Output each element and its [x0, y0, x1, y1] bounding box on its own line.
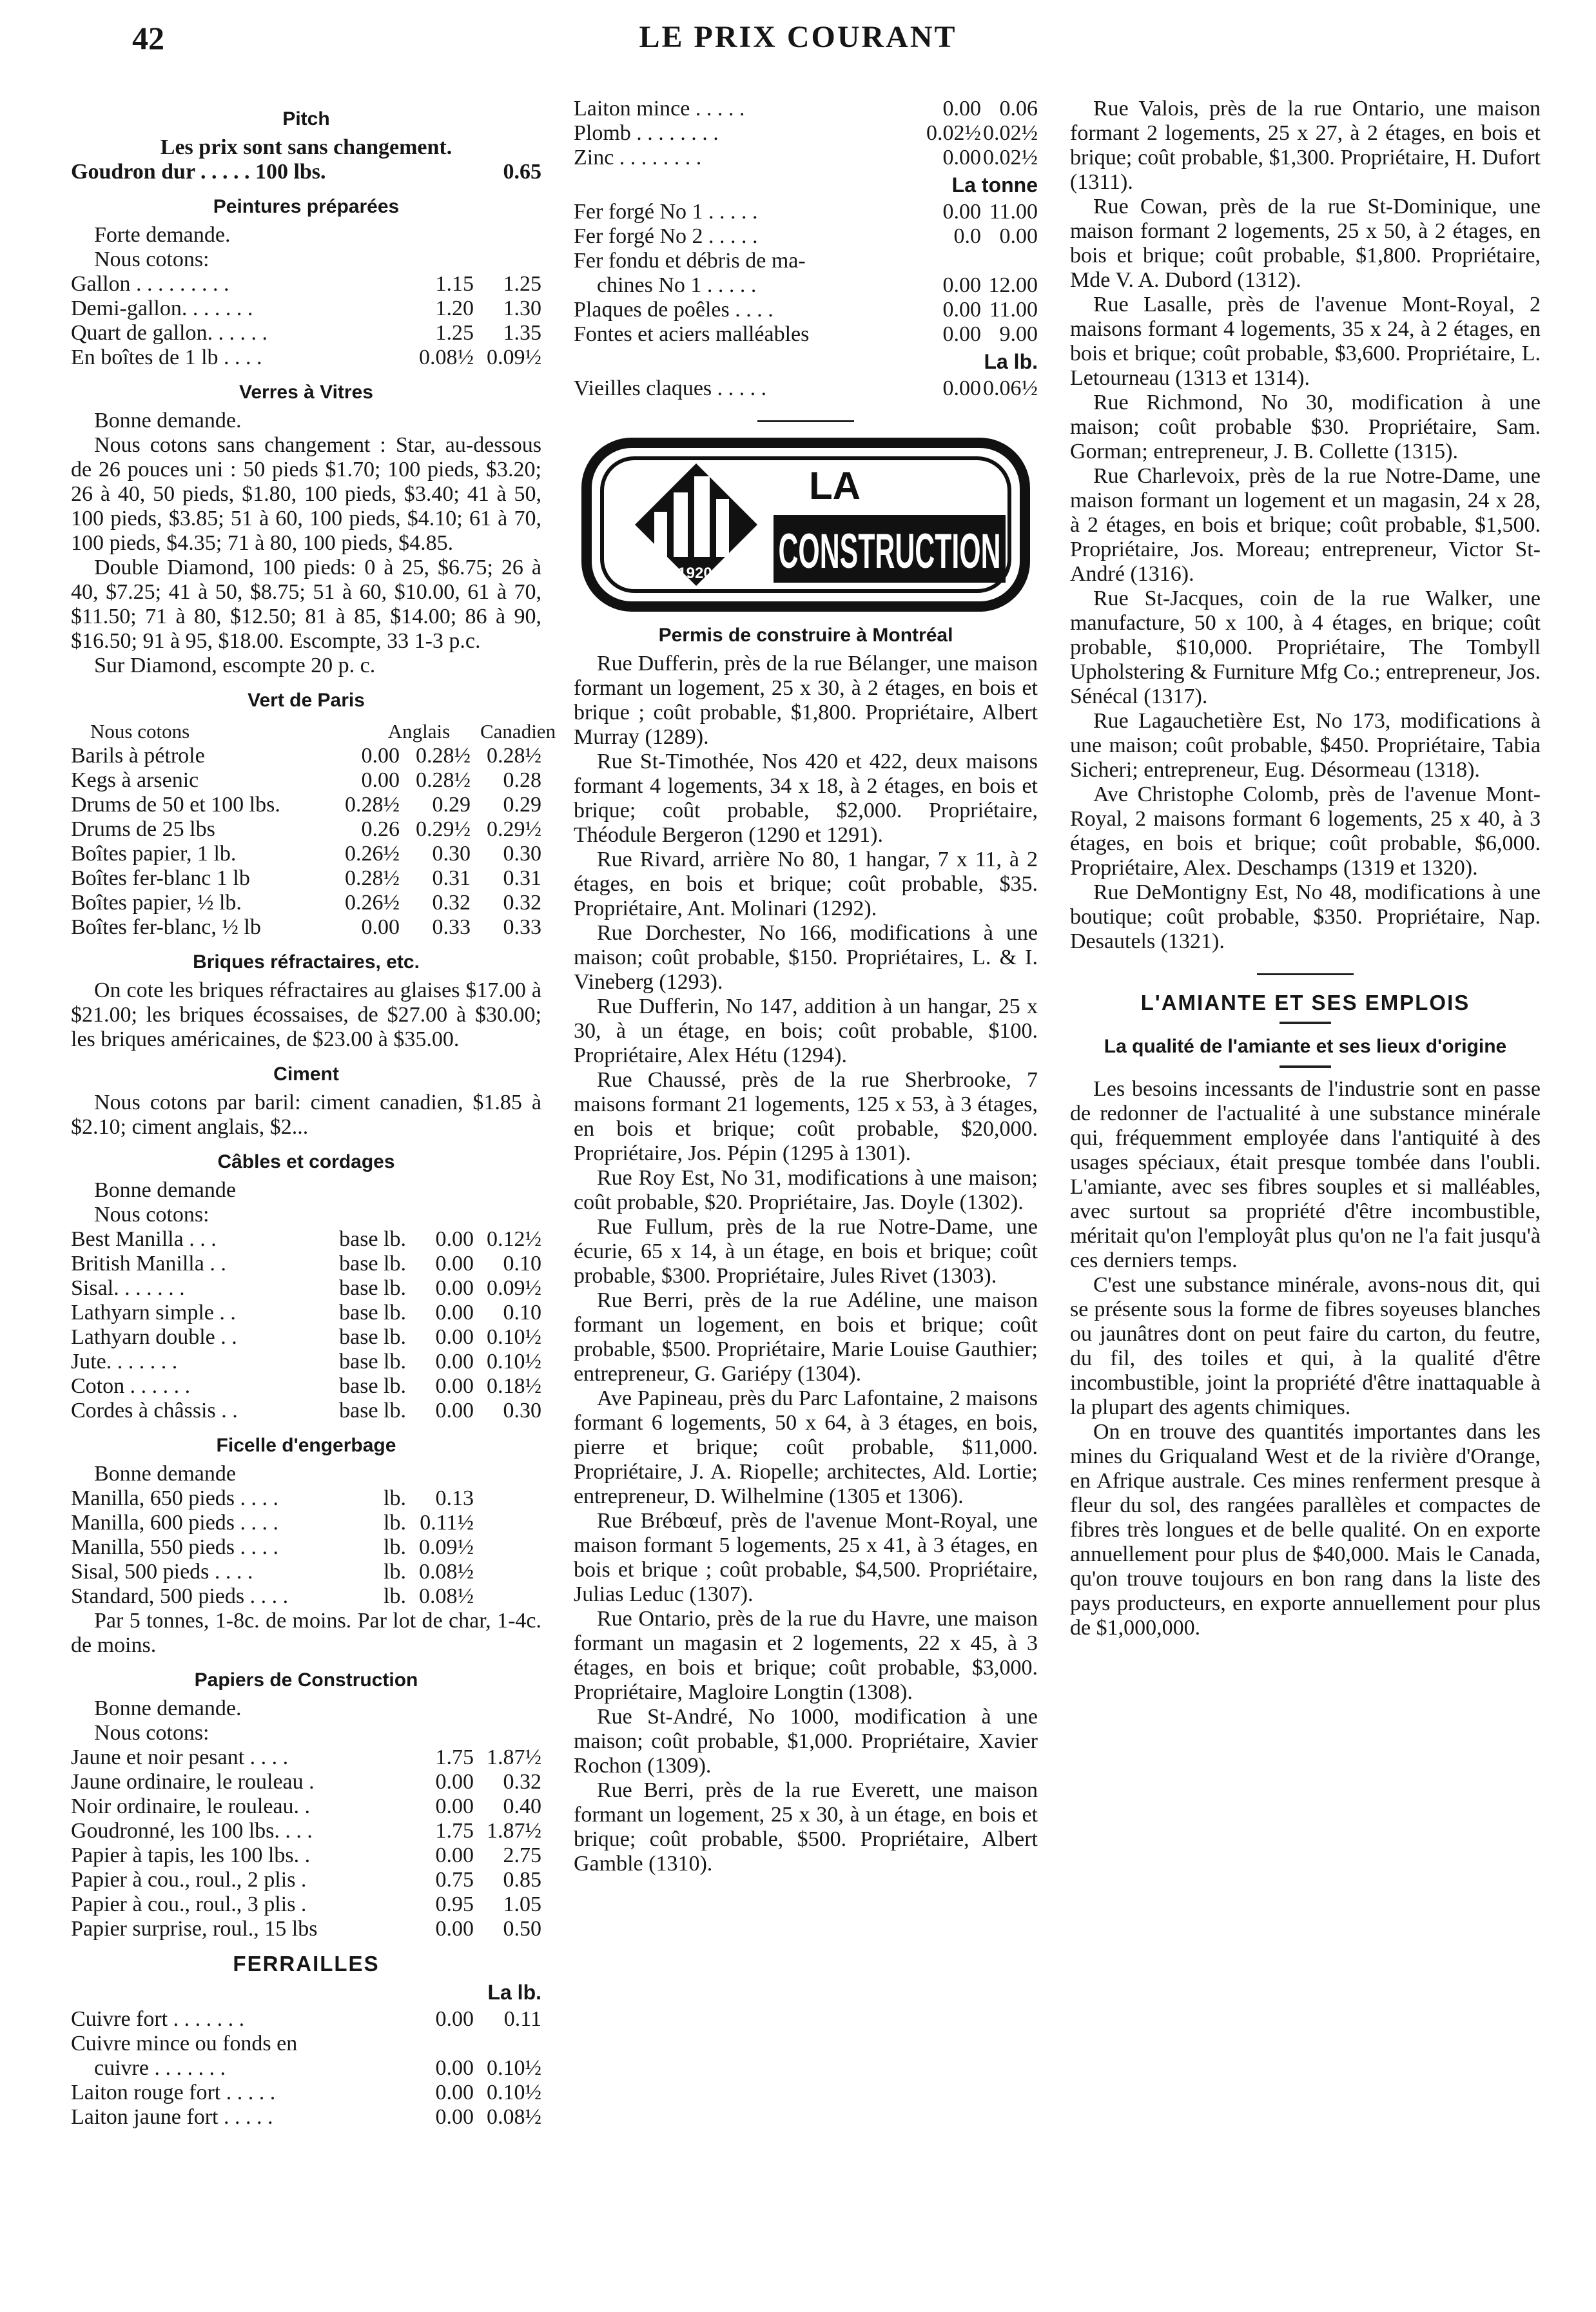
table-row: cuivre . . . . . . . 0.00 0.10½ — [94, 2056, 541, 2080]
article-paragraph: Les besoins incessants de l'industrie sont en passe de redonner de l'actualité à une substance minérale qui, fréquemment employée dans l'antiquité à des usages spéciaux, était presque tombée dans l'oubli. L'amiante, avec ses fibres souples et si malléables, avec surtout sa propriété d'être incombustible, méritait qu'on l'employât plus qu'on ne l'a fait jusqu'à ces derniers temps. — [1070, 1077, 1541, 1272]
running-title: LE PRIX COURANT — [639, 20, 957, 54]
heading-ciment: Ciment — [273, 1064, 339, 1085]
permit-entry: Rue Dufferin, No 147, addition à un hangar, 25 x 30, à un étage, en bois; coût probable, $100. Propriétaire, Alex Hétu (1294). — [574, 995, 1038, 1067]
table-row: Fontes et aciers malléables 0.00 9.00 — [574, 322, 1038, 346]
pitch-note: Les prix sont sans changement. — [160, 135, 453, 159]
table-row: Sisal, 500 pieds . . . . lb. 0.08½ — [71, 1560, 474, 1584]
permit-entry: Rue Roy Est, No 31, modifications à une maison; coût probable, $20. Propriétaire, Jas. Doyle (1302). — [574, 1166, 1038, 1214]
ficelle-note: Par 5 tonnes, 1-8c. de moins. Par lot de char, 1-4c. de moins. — [71, 1609, 541, 1657]
permit-entry: Rue Chaussé, près de la rue Sherbrooke, 7 maisons formant 21 logements, 125 x 53, à 3 étages, en bois et brique; coût probable, $20,000. Propriétaire, Jos. Pépin (1295 à 1301). — [574, 1068, 1038, 1165]
table-row: Fer forgé No 1 . . . . . 0.00 11.00 — [574, 200, 1038, 224]
divider — [1280, 1022, 1331, 1024]
table-row: Laiton rouge fort . . . . . 0.00 0.10½ — [71, 2081, 541, 2104]
ciment-paragraph: Nous cotons par baril: ciment canadien, $1.85 à $2.10; ciment anglais, $2... — [71, 1091, 541, 1139]
table-row: Kegs à arsenic 0.00 0.28½ 0.28 — [71, 768, 541, 792]
permit-entry: Rue St-Jacques, coin de la rue Walker, une manufacture, 50 x 100, à 4 étages, en brique; coût probable, $10,000. Propriétaire, The Tombyll Upholstering & Furniture Mfg Co.; entrepreneur, Jos. Sénécal (1317). — [1070, 587, 1541, 708]
permit-entry: Rue Charlevoix, près de la rue Notre-Dame, une maison formant un logement et un magasin, 24 x 28, à 2 étages, en bois et brique; coût probable, $1,500. Propriétaire, Jos. Moreau; entrepreneur, Victor St-André (1316). — [1070, 464, 1541, 586]
cotons-note: Nous cotons: — [94, 1203, 209, 1227]
unit-label: La lb. — [984, 350, 1038, 373]
column-1 — [71, 97, 556, 2130]
article-paragraph: C'est une substance minérale, avons-nous dit, qui se présente sous la forme de fibres soyeuses blanches ou jaunâtres dont on peut faire du carton, du feutre, du fil, des toiles et qui, à la qualité d'être incombustible, joint la propriété d'être inattaquable à la plupart des agents chimiques. — [1070, 1273, 1541, 1419]
heading-vert-paris: Vert de Paris — [248, 690, 365, 711]
table-row: Best Manilla . . . base lb. 0.00 0.12½ — [71, 1227, 541, 1251]
permit-entry: Rue Richmond, No 30, modification à une maison; coût probable $30. Propriétaire, Sam. Gorman; entrepreneur, J. B. Collette (1315). — [1070, 391, 1541, 463]
heading-papiers: Papiers de Construction — [194, 1669, 418, 1691]
permit-entry: Rue Dufferin, près de la rue Bélanger, une maison formant un logement, 25 x 30, à 2 étages, en bois et brique ; coût probable, $1,800. Propriétaire, Albert Murray (1289). — [574, 652, 1038, 749]
column-2 — [574, 97, 1038, 1876]
la-construction-logo — [580, 438, 1031, 612]
table-row: Noir ordinaire, le rouleau. . 0.00 0.40 — [71, 1794, 541, 1818]
heading-permis: Permis de construire à Montréal — [658, 625, 953, 646]
permit-entry: Rue Dorchester, No 166, modifications à une maison; coût probable, $150. Propriétaires, L. & I. Vineberg (1293). — [574, 921, 1038, 994]
cotons-note: Nous cotons: — [94, 248, 209, 271]
divider — [757, 420, 854, 422]
table-header: Nous cotons Anglais Canadien — [90, 720, 556, 743]
table-row: Cuivre mince ou fonds en — [71, 2032, 298, 2055]
table-row: Plomb . . . . . . . . 0.02½ 0.02½ — [574, 121, 1038, 145]
price-row: Goudron dur . . . . . 100 lbs. 0.65 — [71, 160, 541, 184]
demand-note: Bonne demande — [94, 1462, 236, 1486]
logo-text-construction: CONSTRUCTION — [778, 524, 1001, 579]
table-row: Papier à cou., roul., 3 plis . 0.95 1.05 — [71, 1892, 541, 1916]
briques-paragraph: On cote les briques réfractaires au glaises $17.00 à $21.00; les briques écossaises, de $27.00 à $30.00; les briques américaines, de $23.00 à $35.00. — [71, 978, 541, 1051]
cotons-note: Nous cotons: — [94, 1721, 209, 1745]
permit-entry: Rue Cowan, près de la rue St-Dominique, une maison formant 2 logements, 25 x 50, à 2 étages, en bois et brique; coût probable, $1,800. Propriétaire, Mde V. A. Dubord (1312). — [1070, 195, 1541, 292]
verres-paragraph: Double Diamond, 100 pieds: 0 à 25, $6.75; 26 à 40, $7.25; 41 à 50, $8.75; 51 à 60, $10.00, 61 à 70, $11.50; 71 à 80, $12.50; 81 à 85, $14.00; 86 à 90, $16.50; 91 à 95, $18.00. Escompte, 33 1-3 p.c. — [71, 556, 541, 653]
column-3 — [1070, 97, 1541, 1640]
page-number: 42 — [132, 20, 164, 56]
unit-label: La lb. — [487, 1981, 541, 2004]
unit-label: La tonne — [951, 173, 1038, 197]
permit-entry: Rue Rivard, arrière No 80, 1 hangar, 7 x 11, à 2 étages, en bois et brique; coût probable, $35. Propriétaire, Ant. Molinari (1292). — [574, 848, 1038, 920]
table-row: Boîtes papier, ½ lb. 0.26½ 0.32 0.32 — [71, 891, 541, 915]
permit-entry: Rue Brébœuf, près de l'avenue Mont-Royal, une maison formant 5 logements, 25 x 41, à 3 étages, en bois et brique ; coût probable, $4,500. Propriétaire, Julias Leduc (1307). — [574, 1509, 1038, 1606]
verres-paragraph: Sur Diamond, escompte 20 p. c. — [94, 654, 376, 677]
heading-briques: Briques réfractaires, etc. — [193, 951, 420, 973]
permit-entry: Rue Berri, près de la rue Adéline, une maison formant un logement, en bois et brique; coût probable, $500. Propriétaire, Marie Louise Gauthier; entrepreneur, G. Gariépy (1304). — [574, 1288, 1038, 1386]
article-paragraph: On en trouve des quantités importantes dans les mines du Griqualand West et de la rivière d'Orange, en Afrique australe. Ces mines renferment presque à fleur du sol, des rangées parallèles et compactes de fibres très longues et de belle qualité. On en exporte annuellement pour plus de $40,000. Mais le Canada, qu'on trouve toujours en bon rang dans la liste des pays producteurs, en exporte annuellement pour plus de $1,000,000. — [1070, 1420, 1541, 1640]
table-row: Boîtes papier, 1 lb. 0.26½ 0.30 0.30 — [71, 842, 541, 866]
heading-verres: Verres à Vitres — [239, 382, 373, 403]
price-row: Quart de gallon. . . . . . 1.25 1.35 — [71, 321, 541, 345]
permit-entry: Rue DeMontigny Est, No 48, modifications à une boutique; coût probable, $350. Propriétaire, Nap. Desautels (1321). — [1070, 880, 1541, 953]
demand-note: Bonne demande. — [94, 409, 242, 432]
permit-entry: Ave Papineau, près du Parc Lafontaine, 2 maisons formant 6 logements, 50 x 64, à 3 étages, en bois, pierre et brique; coût probable, $11,000. Propriétaire, J. A. Riopelle; architectes, Ald. Lortie; entrepreneur, D. Wilhelmine (1305 et 1306). — [574, 1386, 1038, 1508]
demand-note: Bonne demande — [94, 1178, 236, 1202]
heading-amiante: L'AMIANTE ET SES EMPLOIS — [1140, 991, 1470, 1015]
table-row: Plaques de poêles . . . . 0.00 11.00 — [574, 298, 1038, 322]
permit-entry: Ave Christophe Colomb, près de l'avenue Mont-Royal, 2 maisons formant 6 logements, 25 x 40, à 3 étages, en bois et brique; coût probable, $6,000. Propriétaire, Alex. Deschamps (1319 et 1320). — [1070, 782, 1541, 880]
price-row: Demi-gallon. . . . . . . 1.20 1.30 — [71, 296, 541, 320]
price-row: Gallon . . . . . . . . . 1.15 1.25 — [71, 272, 541, 296]
table-row: Zinc . . . . . . . . 0.00 0.02½ — [574, 146, 1038, 170]
table-row: Standard, 500 pieds . . . . lb. 0.08½ — [71, 1584, 474, 1608]
table-row: Boîtes fer-blanc 1 lb 0.28½ 0.31 0.31 — [71, 866, 541, 890]
table-row: Drums de 25 lbs 0.26 0.29½ 0.29½ — [71, 817, 541, 841]
table-row: Laiton mince . . . . . 0.00 0.06 — [574, 97, 1038, 121]
table-row: Manilla, 600 pieds . . . . lb. 0.11½ — [71, 1511, 474, 1535]
heading-cables: Câbles et cordages — [217, 1151, 395, 1172]
table-row: chines No 1 . . . . . 0.00 12.00 — [597, 273, 1038, 297]
table-row: British Manilla . . base lb. 0.00 0.10 — [71, 1252, 541, 1276]
permit-entry: Rue St-André, No 1000, modification à une maison; coût probable, $1,000. Propriétaire, Xavier Rochon (1309). — [574, 1705, 1038, 1778]
permit-entry: Rue Valois, près de la rue Ontario, une maison formant 2 logements, 25 x 27, à 2 étages, en bois et brique; coût probable, $1,300. Propriétaire, H. Dufort (1311). — [1070, 97, 1541, 194]
permit-entry: Rue Lasalle, près de l'avenue Mont-Royal, 2 maisons formant 4 logements, 35 x 24, à 2 étages, en bois et brique; coût probable, $3,600. Propriétaire, L. Letourneau (1313 et 1314). — [1070, 293, 1541, 390]
table-row: Barils à pétrole 0.00 0.28½ 0.28½ — [71, 744, 541, 768]
page-header — [0, 19, 1596, 71]
table-row: Vieilles claques . . . . . 0.00 0.06½ — [574, 376, 1038, 400]
table-row: Cuivre fort . . . . . . . 0.00 0.11 — [71, 2007, 541, 2031]
heading-ficelle: Ficelle d'engerbage — [216, 1435, 396, 1456]
verres-paragraph: Nous cotons sans changement : Star, au-dessous de 26 pouces uni : 50 pieds $1.70; 100 pieds, $3.20; 26 à 40, 50 pieds, $1.80, 100 pieds, $3.40; 41 à 50, 100 pieds, $3.85; 51 à 60, 100 pieds, $4.10; 61 à 70, 100 pieds, $4.35; 71 à 80, 100 pieds, $4.85. — [71, 433, 541, 555]
table-row: Boîtes fer-blanc, ½ lb 0.00 0.33 0.33 — [71, 915, 541, 939]
table-row: Fer forgé No 2 . . . . . 0.0 0.00 — [574, 224, 1038, 248]
divider — [1257, 973, 1354, 975]
table-row: Drums de 50 et 100 lbs. 0.28½ 0.29 0.29 — [71, 793, 541, 817]
permit-entry: Rue Lagauchetière Est, No 173, modifications à une maison; coût probable, $450. Propriétaire, Tabia Sicheri; entrepreneur, Eug. Désormeau (1318). — [1070, 709, 1541, 782]
table-row: Coton . . . . . . base lb. 0.00 0.18½ — [71, 1374, 541, 1398]
heading-peintures: Peintures préparées — [213, 196, 400, 217]
heading-pitch: Pitch — [282, 108, 330, 130]
permit-entry: Rue St-Timothée, Nos 420 et 422, deux maisons formant 4 logements, 34 x 18, à 2 étages, en bois et brique; coût probable, $2,000. Propriétaire, Théodule Bergeron (1290 et 1291). — [574, 750, 1038, 847]
table-row: Lathyarn double . . base lb. 0.00 0.10½ — [71, 1325, 541, 1349]
demand-note: Bonne demande. — [94, 1696, 242, 1720]
table-row: Papier à cou., roul., 2 plis . 0.75 0.85 — [71, 1868, 541, 1892]
demand-note: Forte demande. — [94, 223, 231, 247]
logo-year: 1920 — [677, 565, 712, 582]
table-row: Jaune ordinaire, le rouleau . 0.00 0.32 — [71, 1770, 541, 1794]
table-row: Manilla, 550 pieds . . . . lb. 0.09½ — [71, 1535, 474, 1559]
table-row: Manilla, 650 pieds . . . . lb. 0.13 — [71, 1486, 474, 1510]
permit-entry: Rue Fullum, près de la rue Notre-Dame, une écurie, 65 x 14, à un étage, en bois et brique; coût probable, $300. Propriétaire, Jules Rivet (1303). — [574, 1215, 1038, 1288]
table-row: Fer fondu et débris de ma- — [574, 249, 806, 273]
divider — [1280, 1065, 1331, 1068]
table-row: Goudronné, les 100 lbs. . . . 1.75 1.87½ — [71, 1819, 541, 1843]
subheading-amiante: La qualité de l'amiante et ses lieux d'origine — [1104, 1036, 1507, 1057]
table-row: Cordes à châssis . . base lb. 0.00 0.30 — [71, 1399, 541, 1423]
table-row: Papier à tapis, les 100 lbs. . 0.00 2.75 — [71, 1843, 541, 1867]
permit-entry: Rue Ontario, près de la rue du Havre, une maison formant un magasin et 2 logements, 22 x 45, à 3 étages, en bois et brique; coût probable, $3,000. Propriétaire, Magloire Longtin (1308). — [574, 1607, 1038, 1704]
table-row: Papier surprise, roul., 15 lbs 0.00 0.50 — [71, 1917, 541, 1941]
logo-text-la: LA — [809, 464, 861, 507]
permit-entry: Rue Berri, près de la rue Everett, une maison formant un logement, 25 x 30, à un étage, en bois et brique; coût probable, $500. Propriétaire, Albert Gamble (1310). — [574, 1778, 1038, 1876]
price-row: En boîtes de 1 lb . . . . 0.08½ 0.09½ — [71, 345, 541, 369]
table-row: Jaune et noir pesant . . . . 1.75 1.87½ — [71, 1745, 541, 1769]
table-row: Sisal. . . . . . . base lb. 0.00 0.09½ — [71, 1276, 541, 1300]
table-row: Jute. . . . . . . base lb. 0.00 0.10½ — [71, 1350, 541, 1374]
table-row: Lathyarn simple . . base lb. 0.00 0.10 — [71, 1301, 541, 1325]
table-row: Laiton jaune fort . . . . . 0.00 0.08½ — [71, 2105, 541, 2129]
heading-ferrailles: FERRAILLES — [233, 1952, 380, 1976]
